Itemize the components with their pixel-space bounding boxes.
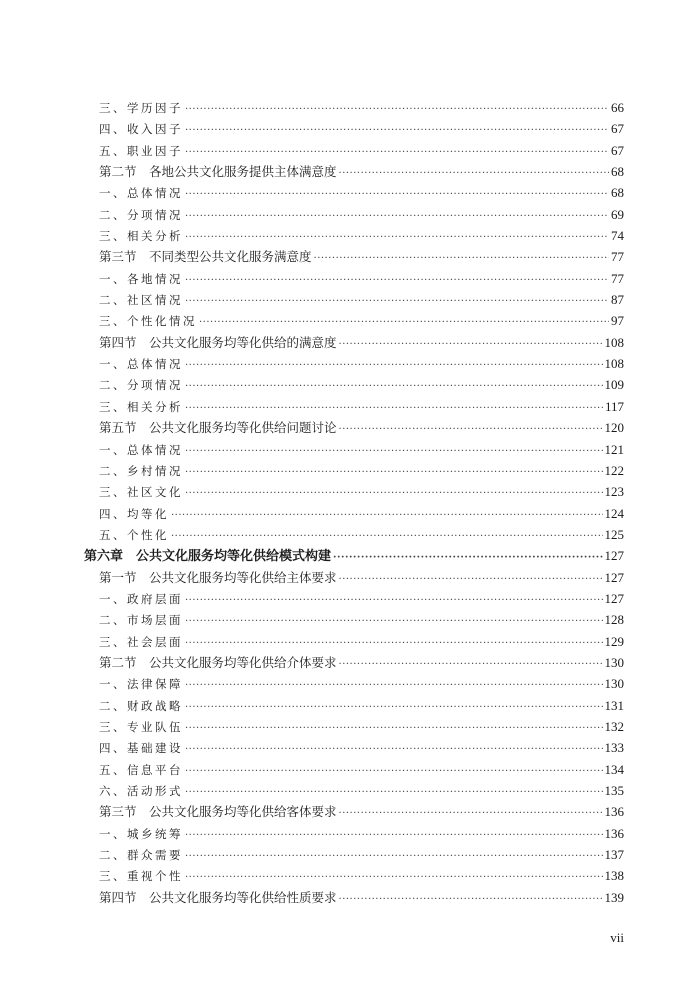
toc-entry-title: 第五节 公共文化服务均等化供给问题讨论	[99, 420, 337, 436]
toc-entry-page-number: 77	[611, 249, 624, 265]
dot-leader	[185, 697, 603, 718]
toc-entry-section[interactable]	[0, 887, 698, 908]
toc-entry-line	[99, 481, 624, 504]
toc-entry-page-number: 130	[604, 654, 624, 670]
dot-leader	[185, 184, 609, 205]
toc-entry-page-number: 67	[611, 142, 624, 158]
dot-leader	[185, 270, 609, 291]
dot-leader	[314, 248, 609, 269]
toc-entry-page-number: 132	[604, 718, 624, 734]
toc-entry-item[interactable]	[0, 865, 698, 886]
toc-entry-page-number: 130	[604, 676, 624, 692]
toc-entry-page-number: 77	[611, 270, 624, 286]
dot-leader	[185, 206, 609, 227]
toc-entry-line	[99, 332, 624, 355]
toc-entry-page-number: 136	[604, 804, 624, 820]
toc-entry-title: 五、个性化	[99, 527, 169, 542]
toc-entry-page-number: 97	[611, 313, 624, 329]
toc-entry-section[interactable]	[0, 332, 698, 353]
toc-entry-page-number: 134	[604, 761, 624, 777]
dot-leader	[333, 547, 602, 568]
toc-entry-line	[99, 631, 624, 654]
toc-entry-item[interactable]	[0, 844, 698, 865]
toc-entry-title: 第三节 公共文化服务均等化供给客体要求	[99, 804, 337, 820]
toc-entry-line	[99, 460, 624, 483]
toc-entry-item[interactable]	[0, 780, 698, 801]
toc-entry-item[interactable]	[0, 353, 698, 374]
toc-entry-line	[99, 673, 624, 696]
toc-entry-item[interactable]	[0, 716, 698, 737]
toc-entry-line	[99, 396, 624, 419]
toc-entry-page-number: 117	[604, 398, 624, 414]
toc-entry-page-number: 137	[604, 847, 624, 863]
toc-entry-page-number: 128	[604, 612, 624, 628]
toc-entry-page-number: 129	[604, 633, 624, 649]
toc-entry-line	[99, 695, 624, 718]
toc-entry-item[interactable]	[0, 460, 698, 481]
toc-entry-title: 三、相关分析	[99, 229, 183, 244]
toc-entry-page-number: 66	[611, 100, 624, 115]
toc-entry-title: 二、社区情况	[99, 293, 183, 308]
dot-leader	[185, 99, 609, 120]
toc-entry-line	[99, 439, 624, 462]
toc-entry-item[interactable]	[0, 439, 698, 460]
dot-leader	[171, 505, 603, 526]
toc-entry-page-number: 108	[604, 334, 624, 350]
toc-entry-line	[99, 374, 624, 397]
toc-entry-line	[99, 140, 624, 163]
toc-entry-line	[99, 524, 624, 547]
toc-entry-title: 第三节 不同类型公共文化服务满意度	[99, 249, 312, 265]
toc-entry-title: 三、学历因子	[99, 101, 183, 115]
toc-entry-title: 第一节 公共文化服务均等化供给主体要求	[99, 569, 337, 585]
toc-entry-item[interactable]	[0, 503, 698, 524]
toc-entry-page-number: 109	[604, 377, 624, 393]
toc-entry-line	[99, 310, 624, 333]
dot-leader	[185, 825, 603, 846]
toc-entry-item[interactable]	[0, 268, 698, 289]
toc-entry-item[interactable]	[0, 310, 698, 331]
toc-entry-title: 一、总体情况	[99, 186, 183, 201]
toc-entry-item[interactable]	[0, 695, 698, 716]
toc-entry-title: 二、市场层面	[99, 613, 183, 628]
toc-entry-title: 三、社会层面	[99, 634, 183, 649]
toc-entry-title: 二、财政战略	[99, 698, 183, 713]
dot-leader	[339, 889, 603, 910]
toc-entry-item[interactable]	[0, 140, 698, 161]
dot-leader	[185, 120, 609, 141]
toc-entry-line	[99, 652, 624, 675]
toc-entry-title: 六、活动形式	[99, 784, 183, 798]
toc-entry-title: 二、乡村情况	[99, 463, 183, 478]
toc-entry-line	[99, 204, 624, 227]
dot-leader	[339, 163, 609, 184]
toc-entry-item[interactable]	[0, 759, 698, 780]
toc-entry-item[interactable]	[0, 182, 698, 203]
toc-entry-page-number: 131	[604, 697, 624, 713]
toc-entry-line	[99, 268, 624, 291]
toc-entry-title: 一、法律保障	[99, 677, 183, 692]
toc-entry-title: 一、各地情况	[99, 271, 183, 286]
toc-entry-item[interactable]	[0, 673, 698, 694]
toc-entry-page-number: 127	[604, 548, 624, 564]
toc-entry-line	[99, 225, 624, 248]
toc-entry-title: 五、信息平台	[99, 762, 183, 777]
toc-entry-title: 第四节 公共文化服务均等化供给性质要求	[99, 889, 337, 905]
page-number-footer: vii	[610, 930, 624, 945]
dot-leader	[185, 398, 603, 419]
toc-entry-line	[99, 182, 624, 205]
toc-entry-title: 第四节 公共文化服务均等化供给的满意度	[99, 334, 337, 350]
toc-entry-title: 一、总体情况	[99, 442, 183, 457]
toc-entry-page-number: 87	[611, 292, 624, 308]
toc-entry-title: 二、分项情况	[99, 378, 183, 393]
dot-leader	[185, 142, 609, 163]
toc-entry-section[interactable]	[0, 417, 698, 438]
toc-entry-page-number: 127	[604, 590, 624, 606]
toc-entry-line	[99, 417, 624, 440]
dot-leader	[185, 483, 603, 504]
toc-entry-item[interactable]	[0, 204, 698, 225]
toc-entry-line	[99, 609, 624, 632]
toc-entry-line	[99, 801, 624, 824]
toc-entry-title: 第二节 各地公共文化服务提供主体满意度	[99, 164, 337, 180]
toc-entry-line	[99, 759, 624, 782]
toc-entry-item[interactable]	[0, 737, 698, 758]
toc-entry-page-number: 127	[604, 569, 624, 585]
toc-entry-line	[99, 823, 624, 846]
dot-leader	[185, 227, 609, 248]
toc-entry-title: 三、重视个性	[99, 869, 183, 884]
toc-entry-title: 四、收入因子	[99, 122, 183, 137]
toc-entry-page-number: 125	[604, 526, 624, 542]
toc-entry-item[interactable]	[0, 481, 698, 502]
toc-entry-title: 一、城乡统筹	[99, 826, 183, 841]
toc-entry-line	[99, 567, 624, 590]
toc-entry-page-number: 68	[611, 185, 624, 201]
dot-leader	[185, 782, 603, 803]
toc-entry-line	[99, 161, 624, 184]
toc-entry-title: 四、基础建设	[99, 741, 183, 756]
toc-entry-title: 三、社区文化	[99, 485, 183, 500]
toc-entry-item[interactable]	[0, 374, 698, 395]
toc-entry-page-number: 124	[604, 505, 624, 521]
dot-leader	[339, 334, 603, 355]
toc-entry-page-number: 67	[611, 121, 624, 137]
toc-entry-line	[99, 780, 624, 803]
toc-entry-line	[99, 588, 624, 611]
dot-leader	[185, 675, 603, 696]
toc-entry-item[interactable]	[0, 524, 698, 545]
toc-entry-item[interactable]	[0, 118, 698, 139]
toc-entry-title: 一、政府层面	[99, 591, 183, 606]
toc-entry-line	[99, 887, 624, 910]
dot-leader	[185, 633, 603, 654]
toc-entry-title: 三、专业队伍	[99, 719, 183, 734]
dot-leader	[185, 739, 603, 760]
toc-entry-line	[99, 737, 624, 760]
dot-leader	[185, 846, 603, 867]
toc-entry-item[interactable]	[0, 631, 698, 652]
dot-leader	[185, 611, 603, 632]
dot-leader	[185, 376, 603, 397]
toc-entry-line	[99, 503, 624, 526]
toc-entry-page-number: 136	[604, 825, 624, 841]
dot-leader	[185, 761, 603, 782]
toc-entry-title: 一、总体情况	[99, 357, 183, 372]
toc-entry-line	[84, 545, 624, 568]
toc-entry-line	[99, 97, 624, 120]
dot-leader	[185, 718, 603, 739]
toc-entry-title: 第六章 公共文化服务均等化供给模式构建	[84, 549, 332, 565]
dot-leader	[185, 590, 603, 611]
toc-entry-title: 四、均等化	[99, 506, 169, 521]
toc-entry-page-number: 133	[604, 740, 624, 756]
toc-entry-page-number: 139	[604, 889, 624, 905]
toc-entry-page-number: 69	[611, 206, 624, 222]
toc-entry-title: 五、职业因子	[99, 143, 183, 158]
toc-entry-page-number: 138	[604, 868, 624, 884]
toc-entry-line	[99, 865, 624, 888]
toc-entry-page-number: 121	[604, 441, 624, 457]
toc-entry-page-number: 135	[604, 783, 624, 798]
toc-entry-title: 二、分项情况	[99, 207, 183, 222]
toc-entry-item[interactable]	[0, 289, 698, 310]
toc-entry-line	[99, 353, 624, 376]
toc-entry-section[interactable]	[0, 567, 698, 588]
toc-entry-item[interactable]	[0, 823, 698, 844]
toc-entry-line	[99, 716, 624, 739]
dot-leader	[339, 654, 603, 675]
toc-entry-chapter[interactable]	[0, 545, 698, 566]
toc-entry-line	[99, 844, 624, 867]
dot-leader	[339, 803, 603, 824]
toc-entry-section[interactable]	[0, 801, 698, 822]
toc-entry-line	[99, 118, 624, 141]
toc-entry-page-number: 68	[611, 164, 624, 180]
toc-entry-page-number: 123	[604, 484, 624, 500]
toc-entry-line	[99, 246, 624, 269]
toc-entry-section[interactable]	[0, 652, 698, 673]
dot-leader	[339, 569, 603, 590]
toc-entry-item[interactable]	[0, 609, 698, 630]
toc-entry-line	[99, 289, 624, 312]
toc-entry-page-number: 74	[611, 228, 624, 244]
toc-entry-page-number: 108	[604, 356, 624, 372]
toc-entry-item[interactable]	[0, 225, 698, 246]
toc-entry-page-number: 120	[604, 420, 624, 436]
table-of-contents	[0, 97, 698, 908]
dot-leader	[185, 441, 603, 462]
toc-entry-page-number: 122	[604, 462, 624, 478]
dot-leader	[185, 867, 603, 888]
toc-entry-title: 二、群众需要	[99, 848, 183, 863]
toc-entry-item[interactable]	[0, 97, 698, 118]
toc-entry-title: 三、相关分析	[99, 399, 183, 414]
toc-entry-item[interactable]	[0, 396, 698, 417]
toc-entry-section[interactable]	[0, 246, 698, 267]
dot-leader	[339, 419, 603, 440]
toc-entry-section[interactable]	[0, 161, 698, 182]
dot-leader	[199, 312, 609, 333]
dot-leader	[185, 355, 603, 376]
dot-leader	[171, 526, 603, 547]
dot-leader	[185, 462, 603, 483]
toc-entry-title: 第二节 公共文化服务均等化供给介体要求	[99, 654, 337, 670]
toc-entry-title: 三、个性化情况	[99, 314, 197, 329]
toc-entry-item[interactable]	[0, 588, 698, 609]
dot-leader	[185, 291, 609, 312]
